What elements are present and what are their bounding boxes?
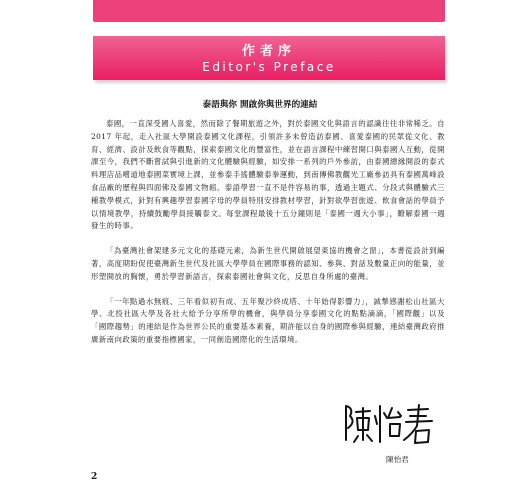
page-title: 作者序 bbox=[241, 44, 296, 59]
top-decorative-band bbox=[93, 0, 445, 22]
paragraph: 「為臺灣社會架建多元文化的基礎元素，為新生世代開啟展望東協的機會之窗」，本書從設計到編著，高度期盼促使臺灣新生世代及社區大學學員在國際事務的認知、參與、對話及數量正向的能量，並形塑開放的胸懷，勇於學習新語言，探索泰國社會與文化，反思自身所處的臺灣。 bbox=[91, 246, 445, 281]
author-name: 陳怡君 bbox=[386, 455, 409, 464]
handwritten-signature bbox=[340, 400, 436, 446]
page-number: 2 bbox=[91, 472, 98, 482]
page-title-english: Editor's Preface bbox=[202, 60, 336, 74]
paragraph: 「一年點過水無痕、三年看似初有成、五年聚沙終成塔、十年始得影響力」，誠摯感謝松山社區大學、北投社區大學及各社大給予分享所學的機會，與學員分享泰國文化的點點滴滴，「國際觀」以及「國際趨勢」的連結是作為世界公民的重要基本素養，期許能以自身的國際參與經驗，連結臺灣政府推廣新南向政策的重要指標國家，一同創造國際化的生活環境。 bbox=[91, 296, 445, 344]
preface-subtitle: 泰語與你 開啟你與世界的連結 bbox=[202, 100, 318, 110]
preface-body bbox=[91, 118, 445, 359]
paragraph: 泰國，一直深受國人喜愛，然而除了餐期旅遊之外，對於泰國文化與語言的認識往往非常稀乏。自 2017 年起，走入社區大學開設泰國文化課程，引領許多未曾造訪泰國、喜愛泰國的民眾從文化、教育、經濟、設計及飲食等觀點，探索泰國文化的豐富性，並在語言課程中練習開口與泰國人互動，從開課至今，我們不斷嘗試與引進新的文化體驗與經驗，如安排一系列的戶外參訪，由泰國總緣開設的泰式料理店品嚐道地泰國菜實境上課，並參泰手搖體驗泰拳運動，到南傳佛教觀光工廠參訪具有泰國萬峰設食品廠的歷程與四面佛及泰國文物館。泰語學習一直不是件容易的事，透過主題式、分段式與體驗式三種教學模式，針對有興趣學習泰國字母的學員特別安排教材學習，針對欲學習旅遊、飲食會話的學員予以情境教學，持續鼓勵學員接觸泰文。每堂課程最後十五分鐘則是「泰國一週大小事」，瞭解泰國一週發生的時事。 bbox=[91, 119, 445, 231]
preface-title-banner bbox=[93, 36, 445, 80]
